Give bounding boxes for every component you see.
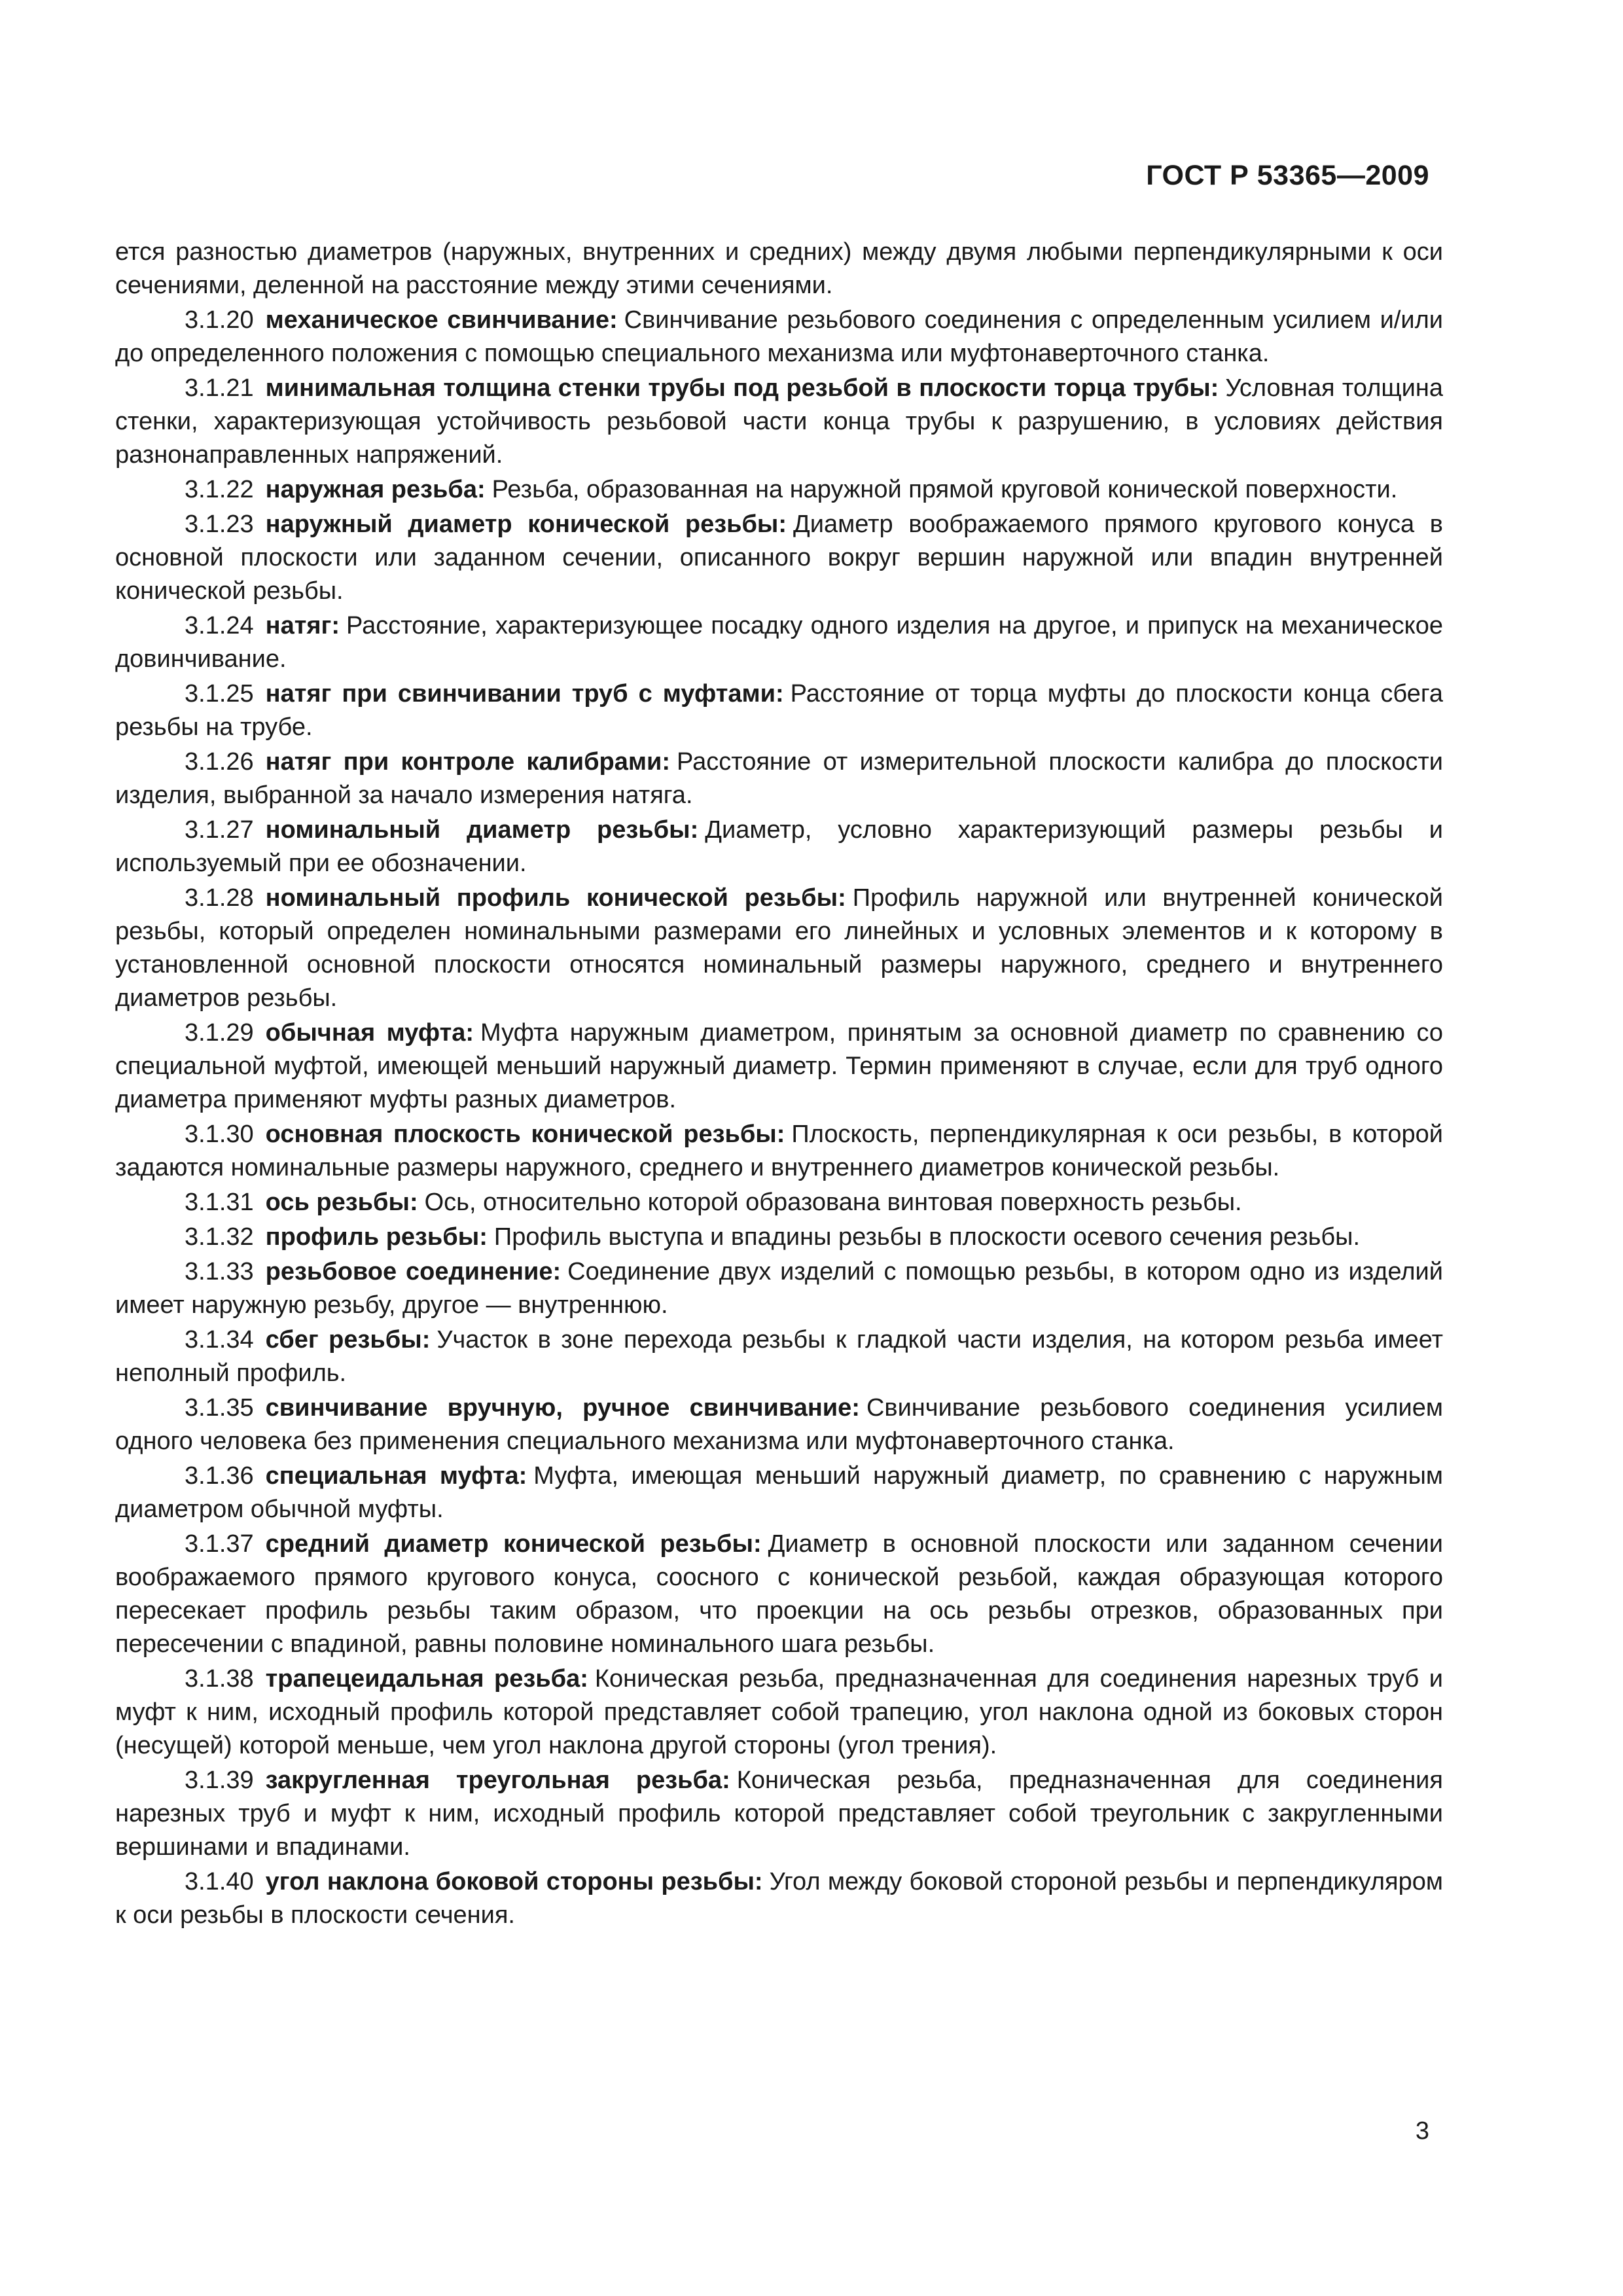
- definition-item: [115, 1221, 1443, 1254]
- definition-term: закругленная треугольная резьба:: [265, 1767, 730, 1794]
- definition-text: Резьба, образованная на наружной прямой круговой конической поверхности.: [491, 476, 1398, 503]
- definition-term: профиль резьбы:: [265, 1223, 488, 1251]
- definition-item: [115, 677, 1443, 744]
- definition-item: [115, 882, 1443, 1015]
- definition-item: [115, 1391, 1443, 1458]
- definition-term: обычная муфта:: [265, 1019, 474, 1047]
- definition-term: минимальная толщина стенки трубы под резьбой в плоскости торца трубы:: [265, 374, 1219, 402]
- definition-text: Расстояние от торца муфты до плоскости конца сбега резьбы на трубе.: [115, 680, 1443, 741]
- definition-number: 3.1.20: [185, 306, 254, 334]
- definition-text: Участок в зоне перехода резьбы к гладкой части изделия, на котором резьба имеет неполный профиль.: [115, 1326, 1444, 1387]
- definition-item: [115, 1255, 1443, 1322]
- definition-number: 3.1.33: [185, 1258, 254, 1285]
- definition-text: Коническая резьба, предназначенная для соединения нарезных труб и муфт к ним, исходный профиль которой представляет собой трапецию, угол наклона одной из боковых сторон (несущей) которой меньше, чем угол наклона другой стороны (угол трения).: [115, 1665, 1444, 1759]
- definition-number: 3.1.36: [185, 1462, 254, 1490]
- definition-term: наружный диаметр конической резьбы:: [265, 511, 787, 538]
- definition-item: [115, 304, 1443, 370]
- definition-term: сбег резьбы:: [265, 1326, 431, 1354]
- definition-term: номинальный профиль конической резьбы:: [265, 884, 846, 912]
- definition-item: [115, 609, 1443, 676]
- definition-term: наружная резьба:: [265, 476, 486, 503]
- definition-number: 3.1.22: [185, 476, 254, 503]
- definition-text: Профиль наружной или внутренней конической резьбы, который определен номинальными размерами его линейных и условных элементов и к которому в установленной основной плоскости относятся номинальный размеры наружного, среднего и внутреннего диаметров резьбы.: [115, 884, 1443, 1012]
- definition-number: 3.1.30: [185, 1121, 254, 1148]
- page-number: 3: [1415, 2117, 1429, 2145]
- definition-term: основная плоскость конической резьбы:: [265, 1121, 785, 1148]
- definition-item: [115, 1323, 1443, 1390]
- definition-text: Коническая резьба, предназначенная для соединения нарезных труб и муфт к ним, исходный профиль которой представляет собой треугольник с закругленными вершинами и впадинами.: [115, 1767, 1443, 1861]
- definition-text: Угол между боковой стороной резьбы и перпендикуляром к оси резьбы в плоскости сечения.: [115, 1868, 1443, 1929]
- definition-item: [115, 1186, 1443, 1219]
- definition-term: номинальный диаметр резьбы:: [265, 816, 699, 844]
- definition-item: [115, 473, 1443, 507]
- definition-text: Плоскость, перпендикулярная к оси резьбы, в которой задаются номинальные размеры наружного, среднего и внутреннего диаметров конической резьбы.: [115, 1121, 1443, 1181]
- definition-term: специальная муфта:: [265, 1462, 527, 1490]
- definition-term: резьбовое соединение:: [265, 1258, 562, 1285]
- definition-item: [115, 1460, 1443, 1526]
- definition-text: Свинчивание резьбового соединения с определенным усилием и/или до определенного положения с помощью специального механизма или муфтонаверточного станка.: [115, 306, 1443, 367]
- definition-item: [115, 1662, 1443, 1763]
- definition-item: [115, 508, 1443, 608]
- document-code-header: ГОСТ Р 53365—2009: [1146, 160, 1429, 191]
- definition-text: Расстояние от измерительной плоскости калибра до плоскости изделия, выбранной за начало измерения натяга.: [115, 748, 1443, 809]
- definition-text: Диаметр в основной плоскости или заданном сечении воображаемого прямого кругового конуса, соосного с конической резьбой, каждая образующая которого пересекает профиль резьбы таким образом, что проекции на ось резьбы отрезков, образованных при пересечении с впадиной, равны половине номинального шага резьбы.: [115, 1530, 1443, 1658]
- definition-item: [115, 1764, 1443, 1864]
- definition-term: натяг:: [265, 612, 340, 639]
- definition-text: Условная толщина стенки, характеризующая устойчивость резьбовой части конца трубы к разрушению, в условиях действия разнонаправленных напряжений.: [115, 374, 1443, 469]
- definition-text: Соединение двух изделий с помощью резьбы, в котором одно из изделий имеет наружную резьбу, другое — внутреннюю.: [115, 1258, 1443, 1319]
- definition-number: 3.1.31: [185, 1189, 254, 1216]
- definition-number: 3.1.38: [185, 1665, 254, 1693]
- definition-term: средний диаметр конической резьбы:: [265, 1530, 762, 1558]
- definition-number: 3.1.26: [185, 748, 254, 776]
- definition-number: 3.1.24: [185, 612, 254, 639]
- definition-term: механическое свинчивание:: [265, 306, 618, 334]
- definition-term: натяг при контроле калибрами:: [265, 748, 671, 776]
- definition-text: Ось, относительно которой образована винтовая поверхность резьбы.: [424, 1189, 1242, 1216]
- definition-number: 3.1.32: [185, 1223, 254, 1251]
- definition-number: 3.1.37: [185, 1530, 254, 1558]
- definition-term: натяг при свинчивании труб с муфтами:: [265, 680, 784, 708]
- definition-term: свинчивание вручную, ручное свинчивание:: [265, 1394, 860, 1422]
- definition-number: 3.1.28: [185, 884, 254, 912]
- definition-text: Муфта наружным диаметром, принятым за основной диаметр по сравнению со специальной муфтой, имеющей меньший наружный диаметр. Термин применяют в случае, если для труб одного диаметра применяют муфты разных диаметров.: [115, 1019, 1444, 1113]
- definition-term: угол наклона боковой стороны резьбы:: [265, 1868, 763, 1895]
- definition-number: 3.1.25: [185, 680, 254, 708]
- definition-number: 3.1.27: [185, 816, 254, 844]
- definition-number: 3.1.40: [185, 1868, 254, 1895]
- definition-text: Муфта, имеющая меньший наружный диаметр, по сравнению с наружным диаметром обычной муфты.: [115, 1462, 1444, 1523]
- definition-number: 3.1.29: [185, 1019, 254, 1047]
- definition-item: [115, 814, 1443, 880]
- definition-number: 3.1.23: [185, 511, 254, 538]
- definition-item: [115, 1118, 1443, 1185]
- definition-term: ось резьбы:: [265, 1189, 418, 1216]
- intro-paragraph: ется разностью диаметров (наружных, внутренних и средних) между двумя любыми перпендикулярными к оси сечениями, деленной на расстояние между этими сечениями.: [115, 238, 1443, 299]
- definition-number: 3.1.35: [185, 1394, 254, 1422]
- definition-text: Диаметр воображаемого прямого кругового конуса в основной плоскости или заданном сечении, описанного вокруг вершин наружной или впадин внутренней конической резьбы.: [115, 511, 1443, 605]
- definition-text: Профиль выступа и впадины резьбы в плоскости осевого сечения резьбы.: [493, 1223, 1361, 1251]
- definition-item: [115, 1865, 1443, 1932]
- definition-number: 3.1.34: [185, 1326, 254, 1354]
- definition-text: Расстояние, характеризующее посадку одного изделия на другое, и припуск на механическое довинчивание.: [115, 612, 1443, 673]
- definitions-list: [115, 304, 1443, 1932]
- definition-text: Диаметр, условно характеризующий размеры резьбы и используемый при ее обозначении.: [115, 816, 1444, 877]
- definition-item: [115, 745, 1443, 812]
- document-body: [115, 236, 1443, 1933]
- definition-item: [115, 372, 1443, 472]
- definition-text: Свинчивание резьбового соединения усилием одного человека без применения специального механизма или муфтонаверточного станка.: [115, 1394, 1443, 1455]
- definition-item: [115, 1016, 1443, 1117]
- definition-number: 3.1.39: [185, 1767, 254, 1794]
- definition-term: трапецеидальная резьба:: [265, 1665, 588, 1693]
- definition-number: 3.1.21: [185, 374, 254, 402]
- definition-item: [115, 1528, 1443, 1661]
